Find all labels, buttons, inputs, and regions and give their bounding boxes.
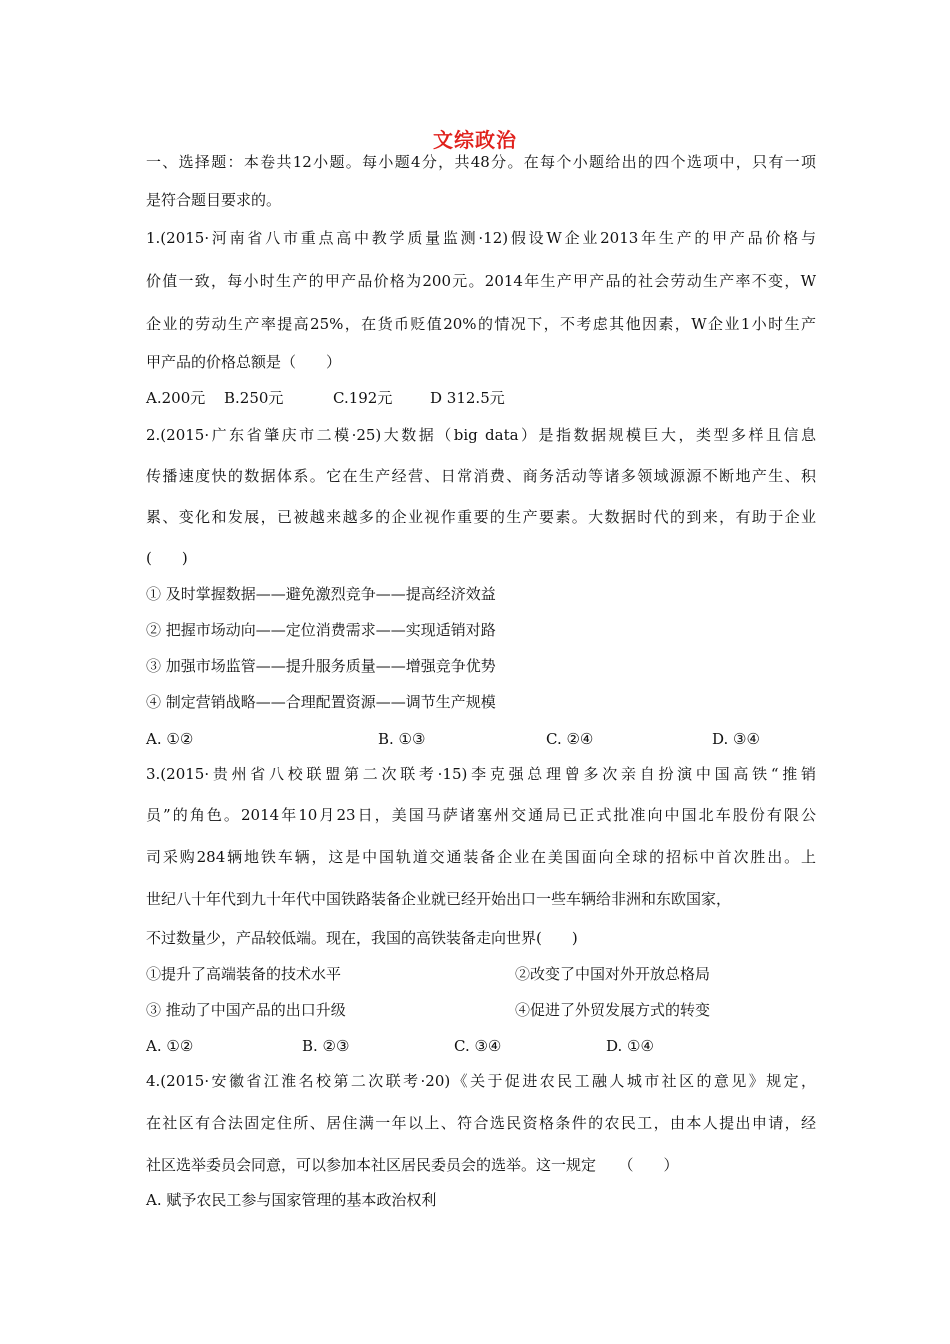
question-4-stem-line: 在社区有合法固定住所、居住满一年以上、符合选民资格条件的农民工，由本人提出申请，经	[146, 1114, 816, 1132]
question-2-choice-a: A. ①②	[146, 730, 194, 748]
question-1-stem-line: 价值一致，每小时生产的甲产品价格为200元。2014年生产甲产品的社会劳动生产率不变，W	[146, 272, 816, 290]
question-3-choice-d: D. ①④	[606, 1037, 654, 1055]
question-3-choice-b: B. ②③	[302, 1037, 350, 1055]
question-3-stem-line: 世纪八十年代到九十年代中国铁路装备企业就已经开始出口一些车辆给非洲和东欧国家，	[146, 890, 732, 908]
question-2-choice-d: D. ③④	[712, 730, 760, 748]
question-1-choice-b: B.250元	[224, 389, 284, 407]
question-2-statement: ② 把握市场动向——定位消费需求——实现适销对路	[146, 621, 496, 639]
question-1-stem-line: 企业的劳动生产率提高25%，在货币贬值20%的情况下，不考虑其他因素，W企业1小时生产	[146, 315, 816, 333]
question-3-choice-a: A. ①②	[146, 1037, 194, 1055]
question-2-statement: ④ 制定营销战略——合理配置资源——调节生产规模	[146, 693, 496, 711]
question-1-choice-c: C.192元	[333, 389, 393, 407]
page-title: 文综政治	[433, 128, 517, 152]
question-2-stem-line: 2.(2015·广东省肇庆市二模·25)大数据（big data）是指数据规模巨大，类型多样且信息	[146, 426, 816, 444]
question-1-stem-line: 1.(2015·河南省八市重点高中教学质量监测·12)假设W企业2013年生产的甲产品价格与	[146, 229, 816, 247]
question-3-choice-c: C. ③④	[454, 1037, 502, 1055]
question-3-stem-line: 员”的角色。2014年10月23日，美国马萨诸塞州交通局已正式批准向中国北车股份有限公	[146, 806, 816, 824]
question-2-stem-line: ( )	[146, 549, 188, 567]
question-3-stem-line: 司采购284辆地铁车辆，这是中国轨道交通装备企业在美国面向全球的招标中首次胜出。上	[146, 848, 816, 866]
question-3-stem-line: 3.(2015·贵州省八校联盟第二次联考·15)李克强总理曾多次亲自扮演中国高铁“推销	[146, 765, 816, 783]
section-intro-line: 一、选择题：本卷共12小题。每小题4分，共48分。在每个小题给出的四个选项中，只有一项	[146, 153, 816, 171]
question-1-choice-d: D 312.5元	[430, 389, 505, 407]
question-2-statement: ① 及时掌握数据——避免激烈竞争——提高经济效益	[146, 585, 496, 603]
question-2-choice-b: B. ①③	[378, 730, 426, 748]
question-2-stem-line: 累、变化和发展，已被越来越多的企业视作重要的生产要素。大数据时代的到来，有助于企业	[146, 508, 816, 526]
question-3-statement: ①提升了高端装备的技术水平	[146, 965, 342, 983]
question-4-choice-a: A. 赋予农民工参与国家管理的基本政治权利	[146, 1191, 437, 1209]
question-4-stem-line: 4.(2015·安徽省江淮名校第二次联考·20)《关于促进农民工融人城市社区的意见》规定，	[146, 1072, 816, 1090]
question-3-statement: ②改变了中国对外开放总格局	[515, 965, 711, 983]
section-intro-line: 是符合题目要求的。	[146, 191, 282, 209]
question-3-stem-line: 不过数量少，产品较低端。现在，我国的高铁装备走向世界( )	[146, 929, 578, 947]
question-2-choice-c: C. ②④	[546, 730, 594, 748]
question-4-stem-line: 社区选举委员会同意，可以参加本社区居民委员会的选举。这一规定 （ ）	[146, 1156, 679, 1174]
question-3-statement: ④促进了外贸发展方式的转变	[515, 1001, 711, 1019]
question-1-stem-line: 甲产品的价格总额是（ ）	[146, 353, 342, 371]
question-2-statement: ③ 加强市场监管——提升服务质量——增强竞争优势	[146, 657, 496, 675]
question-1-choice-a: A.200元	[146, 389, 206, 407]
question-3-statement: ③ 推动了中国产品的出口升级	[146, 1001, 346, 1019]
question-2-stem-line: 传播速度快的数据体系。它在生产经营、日常消费、商务活动等诸多领域源源不断地产生、积	[146, 467, 816, 485]
